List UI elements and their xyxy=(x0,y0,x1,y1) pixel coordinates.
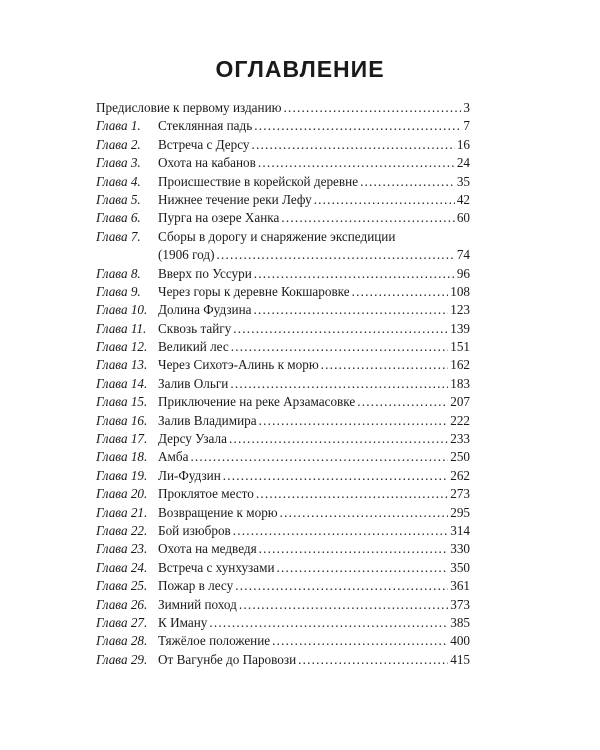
leader-dots xyxy=(229,430,448,448)
page-number: 35 xyxy=(456,173,470,189)
chapter-label: Глава 7. xyxy=(96,228,141,244)
chapter-label: Глава 6. xyxy=(96,210,141,226)
chapter-title: Приключение на реке Арзамасовке xyxy=(158,394,356,410)
toc-row[interactable] xyxy=(96,596,470,614)
toc-row[interactable] xyxy=(96,448,470,466)
leader-dots xyxy=(321,356,449,374)
page-number: 162 xyxy=(450,357,470,373)
leader-dots xyxy=(281,209,454,227)
leader-dots xyxy=(277,559,449,577)
toc-row[interactable] xyxy=(96,265,470,283)
toc-row[interactable] xyxy=(96,412,470,430)
page-number: 233 xyxy=(450,431,470,447)
toc-row[interactable] xyxy=(96,540,470,558)
chapter-label: Глава 22. xyxy=(96,522,148,538)
page-number: 361 xyxy=(450,578,470,594)
toc-row-preface[interactable] xyxy=(96,99,470,117)
page-number: 250 xyxy=(450,449,470,465)
chapter-title: К Иману xyxy=(158,614,208,630)
leader-dots xyxy=(259,540,449,558)
page-number: 183 xyxy=(450,375,470,391)
toc-row[interactable] xyxy=(96,485,470,503)
chapter-title: Стеклянная падь xyxy=(158,118,253,134)
chapter-title: Залив Ольги xyxy=(158,375,229,391)
chapter-label: Глава 13. xyxy=(96,357,148,373)
page-number: 123 xyxy=(450,302,470,318)
leader-dots xyxy=(230,375,448,393)
leader-dots xyxy=(216,246,454,264)
chapter-label: Глава 15. xyxy=(96,394,148,410)
page-number: 60 xyxy=(456,210,470,226)
chapter-label: Глава 1. xyxy=(96,118,141,134)
leader-dots xyxy=(254,117,461,135)
chapter-title: Зимний поход xyxy=(158,596,237,612)
chapter-title: Залив Владимира xyxy=(158,412,257,428)
toc-row[interactable] xyxy=(96,228,470,265)
chapter-title: От Вагунбе до Паровози xyxy=(158,651,297,667)
chapter-title: Через Сихотэ-Алинь к морю xyxy=(158,357,319,373)
page-number: 7 xyxy=(463,118,470,134)
leader-dots xyxy=(284,99,462,117)
chapter-title: Нижнее течение реки Лефу xyxy=(158,191,312,207)
chapter-title: Встреча с Дерсу xyxy=(158,136,250,152)
toc-row[interactable] xyxy=(96,117,470,135)
toc-row[interactable] xyxy=(96,559,470,577)
chapter-label: Глава 21. xyxy=(96,504,148,520)
chapter-label: Глава 28. xyxy=(96,633,148,649)
toc-row[interactable] xyxy=(96,614,470,632)
toc-row[interactable] xyxy=(96,430,470,448)
toc-row[interactable] xyxy=(96,467,470,485)
leader-dots xyxy=(239,596,448,614)
toc-row[interactable] xyxy=(96,356,470,374)
page-number: 330 xyxy=(450,541,470,557)
page-number: 415 xyxy=(450,651,470,667)
chapter-title: Амба xyxy=(158,449,189,465)
chapter-title: Возвращение к морю xyxy=(158,504,278,520)
leader-dots xyxy=(259,412,449,430)
page-number: 96 xyxy=(456,265,470,281)
chapter-label: Глава 10. xyxy=(96,302,148,318)
leader-dots xyxy=(360,173,455,191)
leader-dots xyxy=(223,467,448,485)
page-number: 207 xyxy=(450,394,470,410)
leader-dots xyxy=(233,320,448,338)
leader-dots xyxy=(298,651,448,669)
chapter-label: Глава 24. xyxy=(96,559,148,575)
chapter-title: Охота на медведя xyxy=(158,541,257,557)
chapter-title: Великий лес xyxy=(158,339,229,355)
chapter-title: Вверх по Уссури xyxy=(158,265,252,281)
chapter-title: Проклятое место xyxy=(158,486,254,502)
chapter-title: Происшествие в корейской деревне xyxy=(158,173,359,189)
leader-dots xyxy=(352,283,449,301)
table-of-contents xyxy=(96,99,470,669)
chapter-title: Пурга на озере Ханка xyxy=(158,210,280,226)
toc-row[interactable] xyxy=(96,320,470,338)
toc-row[interactable] xyxy=(96,191,470,209)
toc-row[interactable] xyxy=(96,375,470,393)
toc-row[interactable] xyxy=(96,136,470,154)
page-number: 3 xyxy=(463,99,470,115)
page-number: 16 xyxy=(456,136,470,152)
toc-row[interactable] xyxy=(96,338,470,356)
toc-row[interactable] xyxy=(96,651,470,669)
chapter-title-continued: (1906 год) xyxy=(158,247,215,263)
chapter-label: Глава 16. xyxy=(96,412,148,428)
chapter-label: Глава 12. xyxy=(96,339,148,355)
chapter-label: Глава 20. xyxy=(96,486,148,502)
chapter-label: Глава 17. xyxy=(96,431,148,447)
leader-dots xyxy=(254,265,455,283)
chapter-title: Долина Фудзина xyxy=(158,302,252,318)
toc-row[interactable] xyxy=(96,301,470,319)
chapter-label: Глава 25. xyxy=(96,578,148,594)
leader-dots xyxy=(190,448,448,466)
chapter-title: Пожар в лесу xyxy=(158,578,234,594)
leader-dots xyxy=(254,301,449,319)
page-number: 400 xyxy=(450,633,470,649)
chapter-label: Глава 9. xyxy=(96,283,141,299)
page-number: 273 xyxy=(450,486,470,502)
leader-dots xyxy=(252,136,455,154)
chapter-title: Сборы в дорогу и снаряжение экспедиции xyxy=(158,228,396,244)
leader-dots xyxy=(314,191,455,209)
page-number: 74 xyxy=(456,247,470,263)
leader-dots xyxy=(272,632,448,650)
chapter-label: Глава 19. xyxy=(96,467,148,483)
toc-row[interactable] xyxy=(96,283,470,301)
chapter-label: Глава 2. xyxy=(96,136,141,152)
leader-dots xyxy=(280,504,449,522)
preface-title: Предисловие к первому изданию xyxy=(96,99,282,115)
chapter-label: Глава 8. xyxy=(96,265,141,281)
page-number: 350 xyxy=(450,559,470,575)
leader-dots xyxy=(235,577,448,595)
page-number: 151 xyxy=(450,339,470,355)
page-number: 42 xyxy=(456,191,470,207)
toc-row[interactable] xyxy=(96,209,470,227)
page-number: 314 xyxy=(450,522,470,538)
chapter-title: Ли-Фудзин xyxy=(158,467,221,483)
leader-dots xyxy=(233,522,448,540)
page-title: ОГЛАВЛЕНИЕ xyxy=(215,56,385,82)
page-number: 108 xyxy=(450,283,470,299)
chapter-label: Глава 11. xyxy=(96,320,147,336)
toc-row[interactable] xyxy=(96,522,470,540)
chapter-title: Дерсу Узала xyxy=(158,431,227,447)
leader-dots xyxy=(256,485,448,503)
leader-dots xyxy=(231,338,448,356)
toc-row[interactable] xyxy=(96,577,470,595)
page-number: 262 xyxy=(450,467,470,483)
toc-row[interactable] xyxy=(96,393,470,411)
chapter-label: Глава 23. xyxy=(96,541,148,557)
page-number: 222 xyxy=(450,412,470,428)
chapter-label: Глава 5. xyxy=(96,191,141,207)
leader-dots xyxy=(357,393,448,411)
chapter-label: Глава 4. xyxy=(96,173,141,189)
chapter-label: Глава 3. xyxy=(96,155,141,171)
leader-dots xyxy=(209,614,448,632)
chapter-title: Тяжёлое положение xyxy=(158,633,271,649)
chapter-title: Охота на кабанов xyxy=(158,155,256,171)
page-number: 139 xyxy=(450,320,470,336)
chapter-title: Встреча с хунхузами xyxy=(158,559,275,575)
chapter-label: Глава 26. xyxy=(96,596,148,612)
toc-row[interactable] xyxy=(96,632,470,650)
chapter-title: Сквозь тайгу xyxy=(158,320,232,336)
chapter-title: Бой изюбров xyxy=(158,522,231,538)
leader-dots xyxy=(258,154,455,172)
toc-row[interactable] xyxy=(96,154,470,172)
toc-row[interactable] xyxy=(96,504,470,522)
page-number: 295 xyxy=(450,504,470,520)
chapter-label: Глава 27. xyxy=(96,614,148,630)
page-number: 373 xyxy=(450,596,470,612)
page-number: 24 xyxy=(456,155,470,171)
page-number: 385 xyxy=(450,614,470,630)
chapter-title: Через горы к деревне Кокшаровке xyxy=(158,283,350,299)
toc-row[interactable] xyxy=(96,173,470,191)
chapter-label: Глава 18. xyxy=(96,449,148,465)
chapter-label: Глава 14. xyxy=(96,375,148,391)
chapter-label: Глава 29. xyxy=(96,651,148,667)
